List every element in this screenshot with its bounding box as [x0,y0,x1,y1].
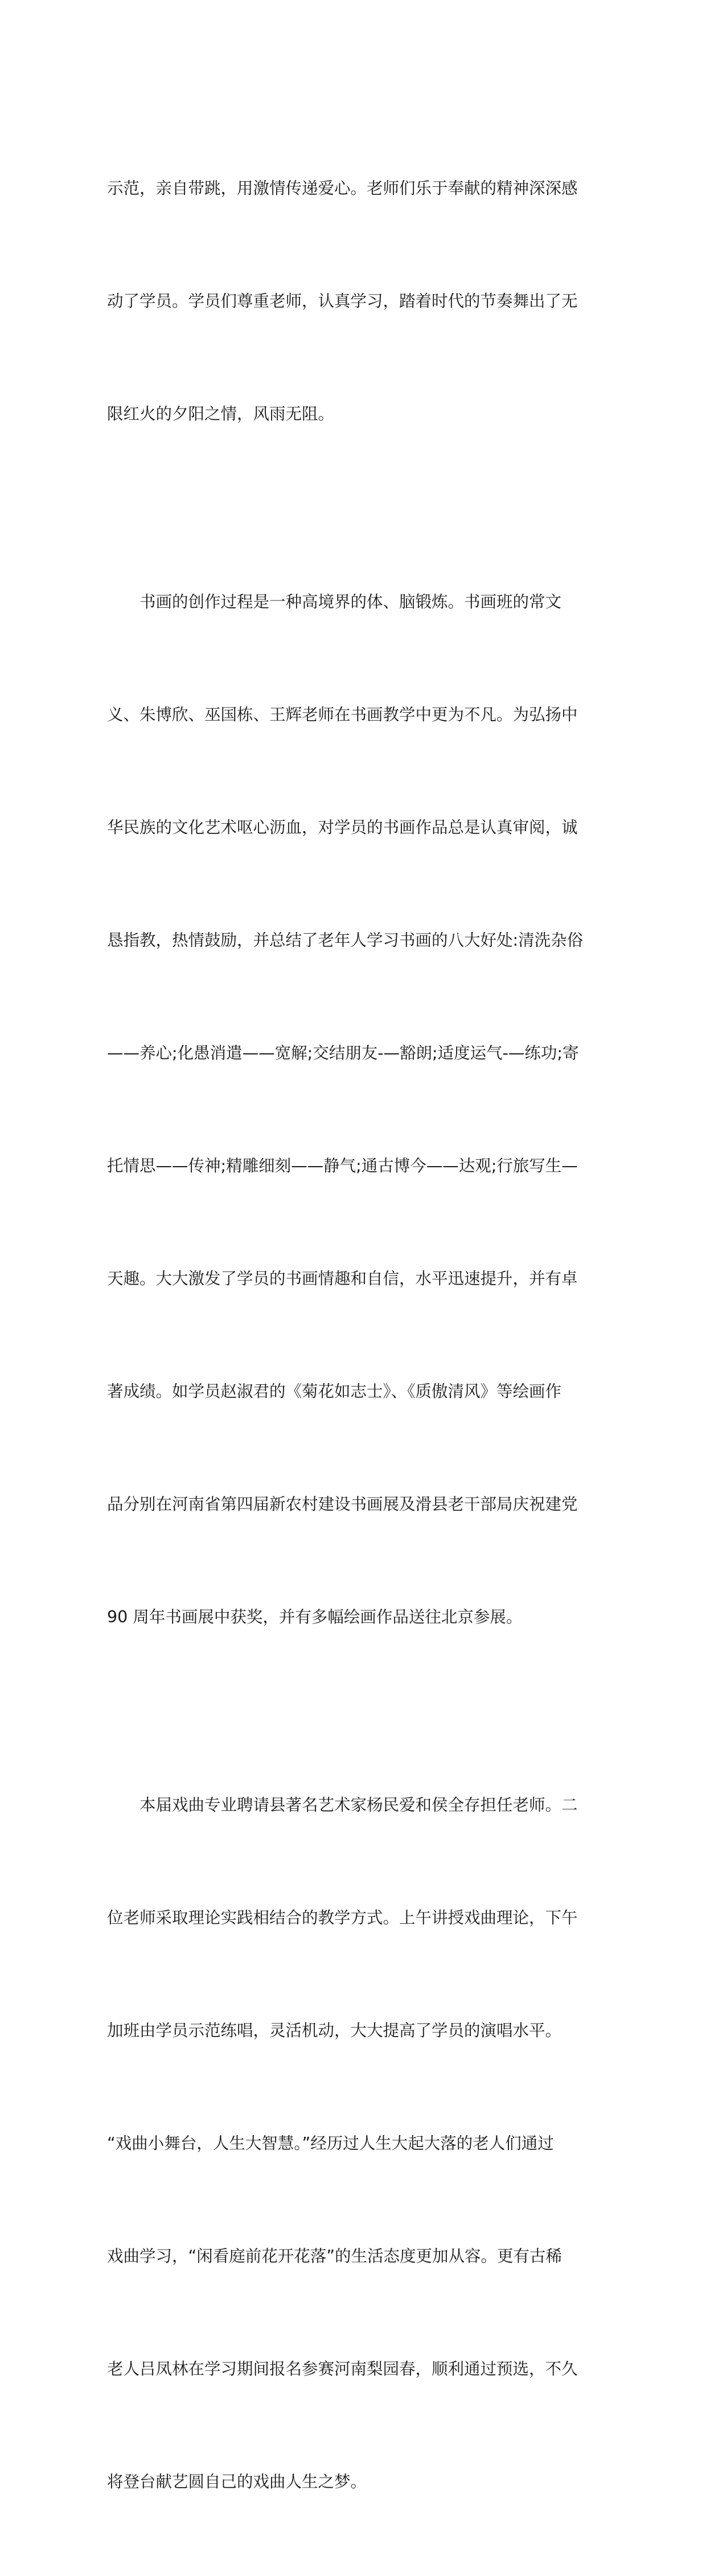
text-line: 托情思——传神;精雕细刻——静气;通古博今——达观;行旅写生— [107,1156,578,1175]
text-line: 90 周年书画展中获奖，并有多幅绘画作品送往北京参展。 [107,1608,523,1626]
text-line: 位老师采取理论实践相结合的教学方式。上午讲授戏曲理论，下午 [107,1908,578,1927]
text-line: 品分别在河南省第四届新农村建设书画展及滑县老干部局庆祝建党 [107,1495,578,1514]
text-line: ——养心;化愚消遣——宽解;交结朋友-—豁朗;适度运气-—练功;寄 [107,1044,579,1062]
paragraph-opera-class [107,1711,597,2576]
text-line: 本届戏曲专业聘请县著名艺术家杨民爱和侯全存担任老师。二 [107,1796,578,1814]
text-line: 恳指教，热情鼓励，并总结了老年人学习书画的八大好处:清洗杂俗 [107,931,584,950]
paragraph-calligraphy-class [107,508,597,1711]
text-line: 老人吕凤林在学习期间报名参赛河南梨园春，顺利通过预选，不久 [107,2360,578,2378]
text-line: 动了学员。学员们尊重老师，认真学习，踏着时代的节奏舞出了无 [107,292,578,310]
text-line: 著成绩。如学员赵淑君的《菊花如志士》、《质傲清风》等绘画作 [107,1382,562,1401]
text-line: 限红火的夕阳之情，风雨无阻。 [107,404,335,423]
text-line: 义、朱博欣、巫国栋、王辉老师在书画教学中更为不凡。为弘扬中 [107,705,578,724]
text-line: “戏曲小舞台，人生大智慧。”经历过人生大起大落的老人们通过 [107,2134,554,2153]
text-line: 加班由学员示范练唱，灵活机动，大大提高了学员的演唱水平。 [107,2021,562,2040]
paragraph-dance-class [107,95,597,508]
text-line: 书画的创作过程是一种高境界的体、脑锻炼。书画班的常文 [107,592,562,611]
text-line: 将登台献艺圆自己的戏曲人生之梦。 [107,2472,367,2491]
text-line: 天趣。大大激发了学员的书画情趣和自信，水平迅速提升，并有卓 [107,1269,578,1288]
text-line: 华民族的文化艺术呕心沥血，对学员的书画作品总是认真审阅，诚 [107,818,578,837]
document-body [107,95,597,2576]
text-line: 示范，亲自带跳，用激情传递爱心。老师们乐于奉献的精神深深感 [107,179,578,198]
text-line: 戏曲学习，“闲看庭前花开花落”的生活态度更加从容。更有古稀 [107,2247,563,2266]
